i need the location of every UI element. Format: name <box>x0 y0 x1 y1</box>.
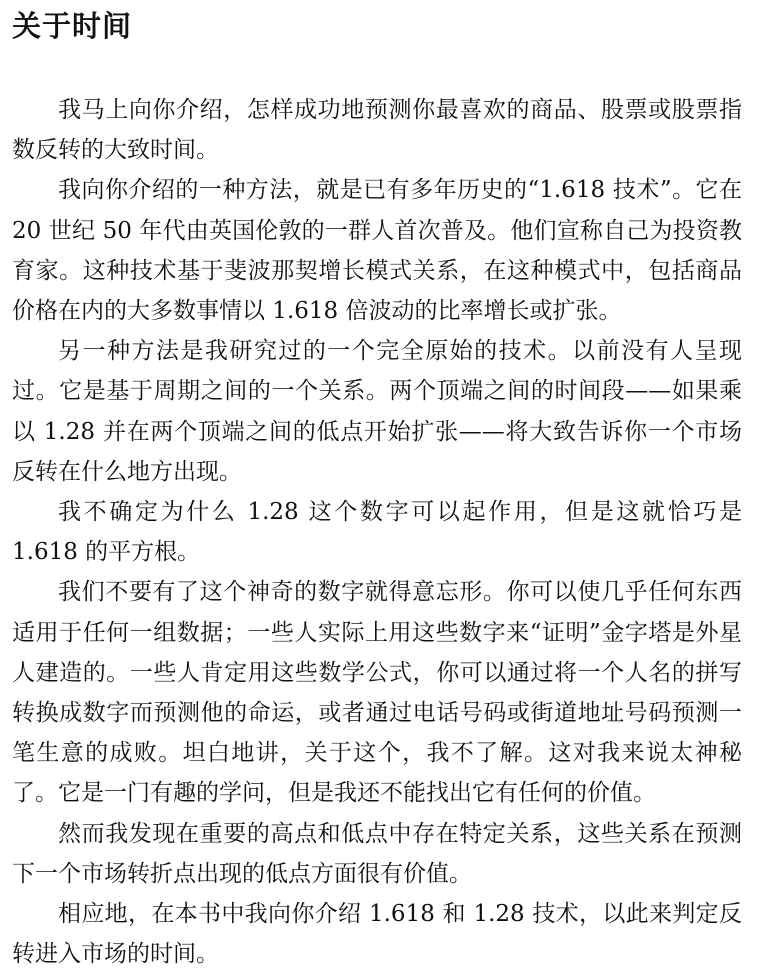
paragraph: 我不确定为什么 1.28 这个数字可以起作用，但是这就恰巧是 1.618 的平方根。 <box>12 499 742 566</box>
paragraph: 另一种方法是我研究过的一个完全原始的技术。以前没有人呈现过。它是基于周期之间的一个关系。两个顶端之间的时间段——如果乘以 1.28 并在两个顶端之间的低点开始扩张——将大致告诉你一个市场反转在什么地方出现。 <box>12 338 742 485</box>
paragraph: 我向你介绍的一种方法，就是已有多年历史的“1.618 技术”。它在 20 世纪 50 年代由英国伦敦的一群人首次普及。他们宣称自己为投资教育家。这种技术基于斐波那契增长模式关系，在这种模式中，包括商品价格在内的大多数事情以 1.618 倍波动的比率增长或扩张。 <box>12 177 742 325</box>
paragraph: 我马上向你介绍，怎样成功地预测你最喜欢的商品、股票或股票指数反转的大致时间。 <box>12 97 742 164</box>
body-text <box>12 90 742 974</box>
paragraph: 我们不要有了这个神奇的数字就得意忘形。你可以使几乎任何东西适用于任何一组数据；一些人实际上用这些数字来“证明”金字塔是外星人建造的。一些人肯定用这些数学公式，你可以通过将一个人名的拼写转换成数字而预测他的命运，或者通过电话号码或街道地址号码预测一笔生意的成败。坦白地讲，关于这个，我不了解。这对我来说太神秘了。它是一门有趣的学问，但是我还不能找出它有任何的价值。 <box>12 579 742 807</box>
section-title: 关于时间 <box>12 9 133 43</box>
paragraph: 然而我发现在重要的高点和低点中存在特定关系，这些关系在预测下一个市场转折点出现的低点方面很有价值。 <box>12 820 742 887</box>
paragraph: 相应地，在本书中我向你介绍 1.618 和 1.28 技术，以此来判定反转进入市场的时间。 <box>12 901 742 968</box>
